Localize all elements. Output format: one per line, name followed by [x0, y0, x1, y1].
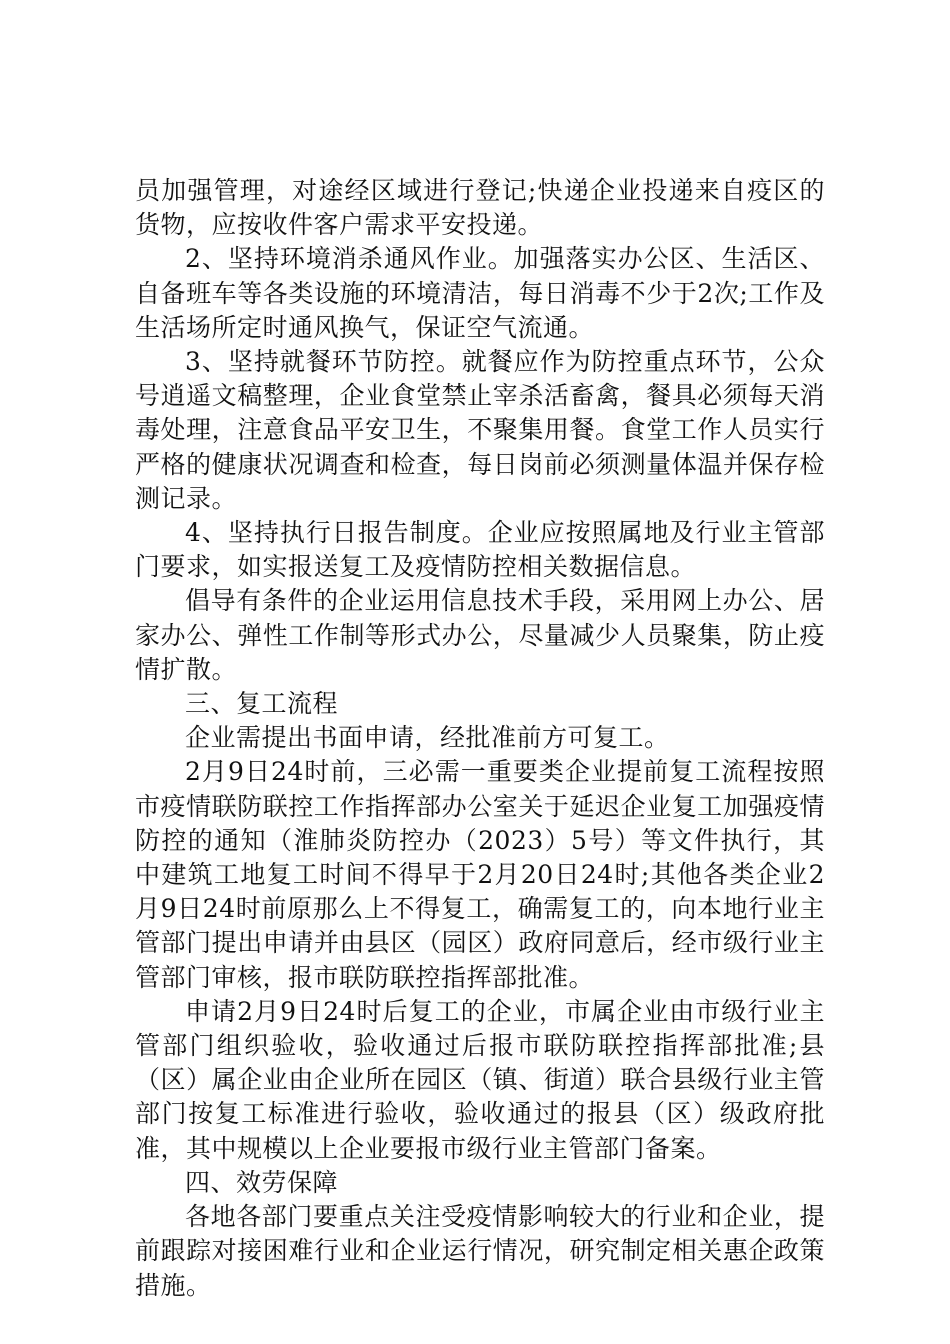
section-heading-4: 四、效劳保障	[185, 1167, 339, 1197]
paragraph-continuation: 员加强管理，对途经区域进行登记;快递企业投递来自疫区的货物，应按收件客户需求平安投递。	[135, 176, 825, 240]
paragraph-before-deadline: 2月9日24时前，三必需一重要类企业提前复工流程按照市疫情联防联控工作指挥部办公室关于延迟企业复工加强疫情防控的通知（淮肺炎防控办（2023）5号）等文件执行，其中建筑工地复工时间不得早于2月20日24时;其他各类企业2月9日24时前原那么上不得复工，确需复工的，向本地行业主管部门提出申请并由县区（园区）政府同意后，经市级行业主管部门审核，报市联防联控指挥部批准。	[135, 757, 825, 992]
paragraph-after-deadline: 申请2月9日24时后复工的企业，市属企业由市级行业主管部门组织验收，验收通过后报市联防联控指挥部批准;县（区）属企业由企业所在园区（镇、街道）联合县级行业主管部门按复工标准进行验收，验收通过的报县（区）级政府批准，其中规模以上企业要报市级行业主管部门备案。	[135, 996, 825, 1163]
paragraph-advocacy: 倡导有条件的企业运用信息技术手段，采用网上办公、居家办公、弹性工作制等形式办公，尽量减少人员聚集，防止疫情扩散。	[135, 586, 825, 684]
document-page	[135, 174, 825, 1303]
paragraph-services: 各地各部门要重点关注受疫情影响较大的行业和企业，提前跟踪对接困难行业和企业运行情况，研究制定相关惠企政策措施。	[135, 1202, 825, 1300]
paragraph-item-4: 4、坚持执行日报告制度。企业应按照属地及行业主管部门要求，如实报送复工及疫情防控相关数据信息。	[135, 518, 825, 582]
paragraph-item-3: 3、坚持就餐环节防控。就餐应作为防控重点环节，公众号逍遥文稿整理，企业食堂禁止宰杀活畜禽，餐具必须每天消毒处理，注意食品平安卫生，不聚集用餐。食堂工作人员实行严格的健康状况调查和检查，每日岗前必须测量体温并保存检测记录。	[135, 347, 825, 513]
section-heading-3: 三、复工流程	[185, 689, 339, 719]
paragraph-item-2: 2、坚持环境消杀通风作业。加强落实办公区、生活区、自备班车等各类设施的环境清洁，每日消毒不少于2次;工作及生活场所定时通风换气，保证空气流通。	[135, 244, 825, 342]
paragraph-application: 企业需提出书面申请，经批准前方可复工。	[185, 723, 670, 753]
